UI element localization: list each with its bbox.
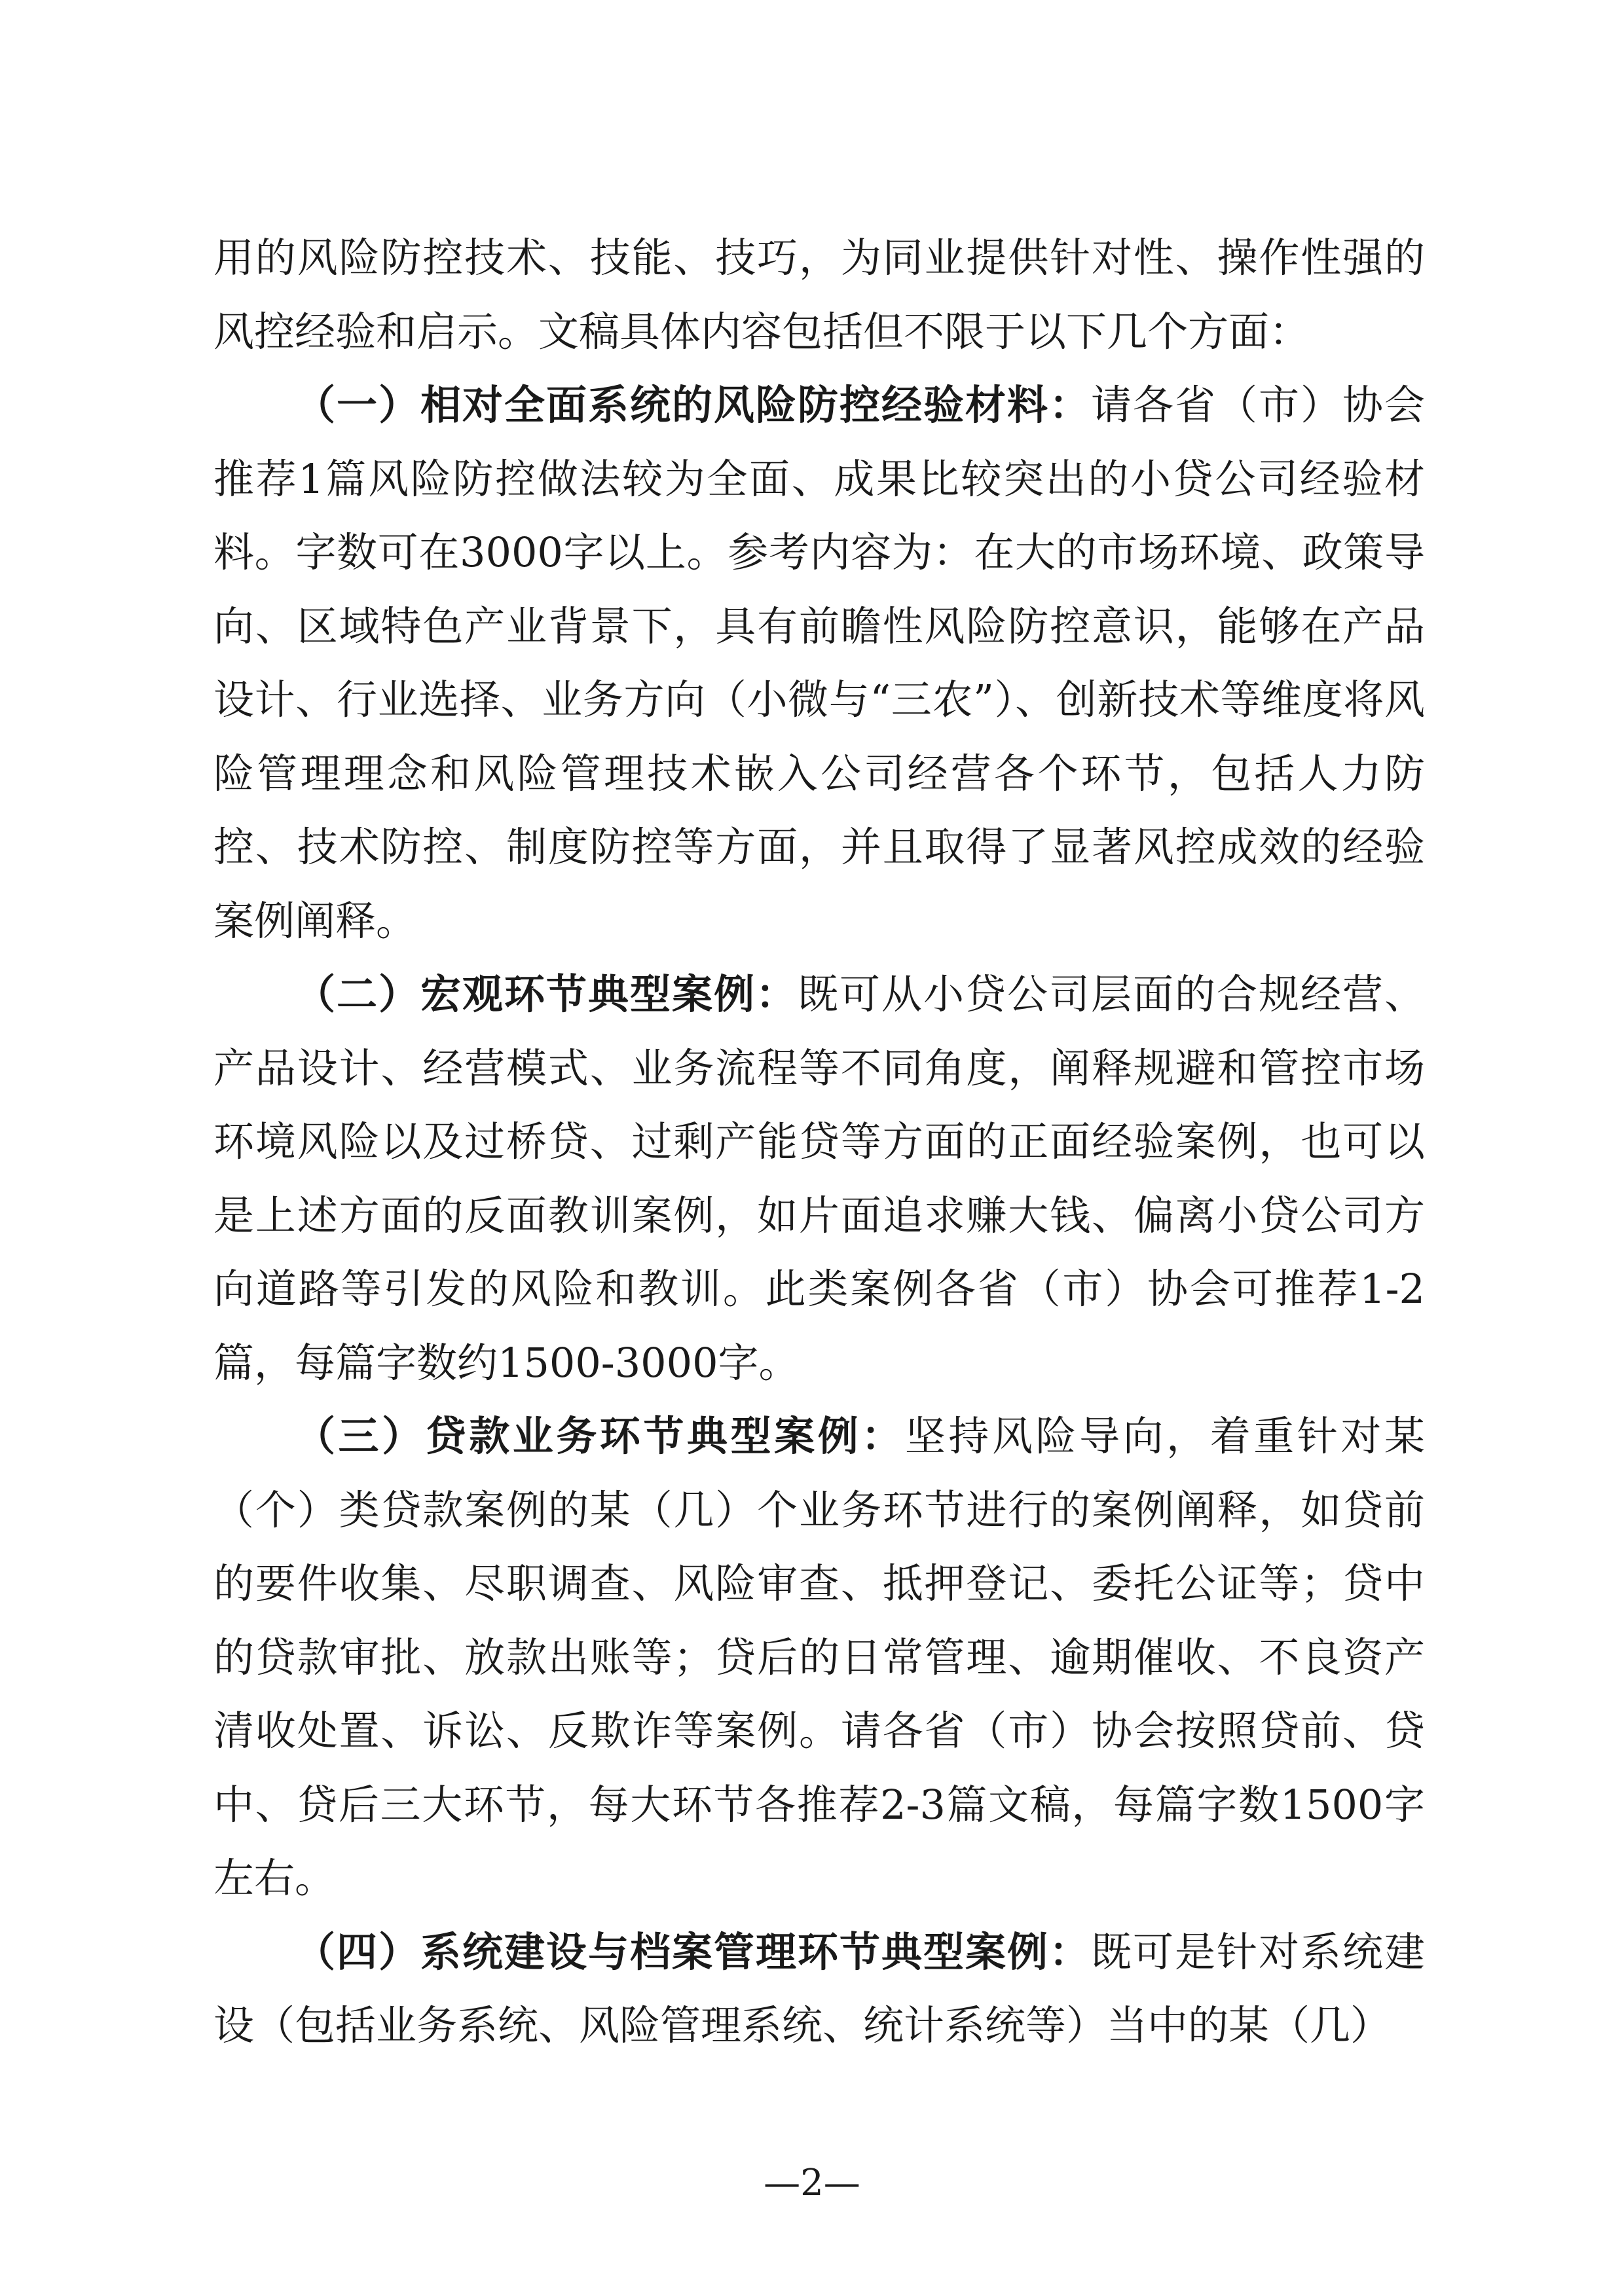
section-heading-2: （二）宏观环节典型案例： [295,970,798,1018]
paragraph-text: 既可从小贷公司层面的合规经营、产品设计、经营模式、业务流程等不同角度，阐释规避和管控市场环境风险以及过桥贷、过剩产能贷等方面的正面经验案例，也可以是上述方面的反面教训案例，如片面追求赚大钱、偏离小贷公司方向道路等引发的风险和教训。此类案例各省（市）协会可推荐1-2篇，每篇字数约1500-3000字。 [213,970,1425,1387]
document-body [213,221,1425,2063]
section-heading-3: （三）贷款业务环节典型案例： [295,1412,905,1460]
paragraph-intro-continuation [213,221,1425,369]
section-heading-4: （四）系统建设与档案管理环节典型案例： [295,1927,1091,1976]
section-heading-1: （一）相对全面系统的风险防控经验材料： [295,381,1091,429]
paragraph-section-4 [213,1916,1425,2063]
page-number: —2— [764,2162,860,2204]
paragraph-text: 用的风险防控技术、技能、技巧，为同业提供针对性、操作性强的风控经验和启示。文稿具体内容包括但不限于以下几个方面： [213,234,1425,355]
paragraph-text: 坚持风险导向，着重针对某（个）类贷款案例的某（几）个业务环节进行的案例阐释，如贷前的要件收集、尽职调查、风险审查、抵押登记、委托公证等；贷中的贷款审批、放款出账等；贷后的日常管理、逾期催收、不良资产清收处置、诉讼、反欺诈等案例。请各省（市）协会按照贷前、贷中、贷后三大环节，每大环节各推荐2-3篇文稿，每篇字数1500字左右。 [213,1412,1425,1902]
paragraph-section-2 [213,958,1425,1400]
paragraph-text: 请各省（市）协会推荐1篇风险防控做法较为全面、成果比较突出的小贷公司经验材料。字数可在3000字以上。参考内容为：在大的市场环境、政策导向、区域特色产业背景下，具有前瞻性风险防控意识，能够在产品设计、行业选择、业务方向（小微与“三农”）、创新技术等维度将风险管理理念和风险管理技术嵌入公司经营各个环节，包括人力防控、技术防控、制度防控等方面，并且取得了显著风控成效的经验案例阐释。 [213,381,1425,945]
paragraph-text: 既可是针对系统建设（包括业务系统、风险管理系统、统计系统等）当中的某（几） [213,1927,1425,2049]
paragraph-section-1 [213,369,1425,958]
paragraph-section-3 [213,1400,1425,1916]
